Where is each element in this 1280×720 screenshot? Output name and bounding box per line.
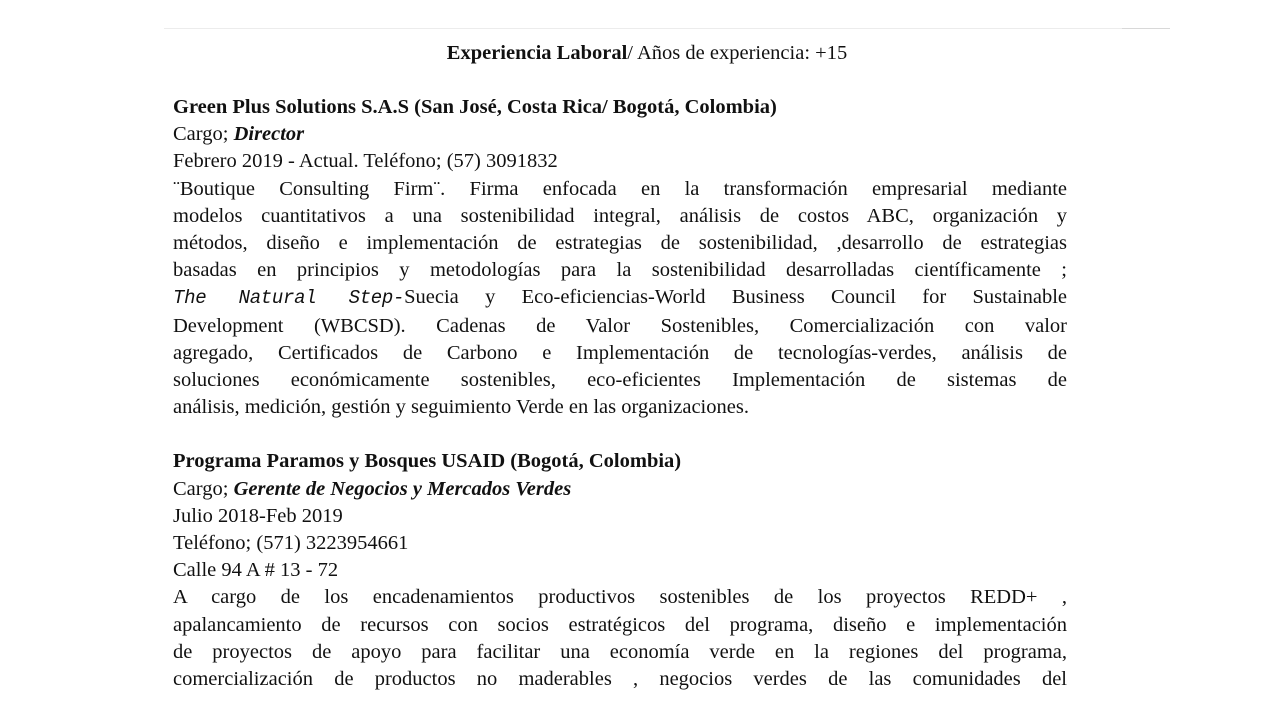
job-role-prefix: Cargo;	[173, 477, 234, 500]
job-description-line: métodos, diseño e implementación de estrategias de sostenibilidad, ,desarrollo de estrategias	[173, 232, 1067, 255]
job-entry-usaid	[173, 448, 1067, 693]
job-description-line: comercialización de productos no maderables , negocios verdes de las comunidades del	[173, 668, 1067, 691]
job-role-line	[173, 476, 1067, 503]
job-organization: Green Plus Solutions S.A.S (San José, Costa Rica/ Bogotá, Colombia)	[173, 96, 777, 118]
job-description-line-with-italic	[173, 284, 1067, 312]
section-heading	[173, 40, 1067, 67]
job-description-line: apalancamiento de recursos con socios estratégicos del programa, diseño e implementación	[173, 613, 1067, 636]
job-description-line: soluciones económicamente sostenibles, eco-eficientes Implementación de sistemas de	[173, 369, 1067, 392]
job-description-line: modelos cuantitativos a una sostenibilidad integral, análisis de costos ABC, organización y	[173, 204, 1067, 227]
job-description-line: de proyectos de apoyo para facilitar una economía verde en la regiones del programa,	[173, 640, 1067, 663]
job-description-line: ¨Boutique Consulting Firm¨. Firma enfocada en la transformación empresarial mediante	[173, 177, 1067, 200]
job-description-line: Development (WBCSD). Cadenas de Valor Sostenibles, Comercialización con valor	[173, 314, 1067, 337]
job-description-line: Suecia y Eco-eficiencias-World Business Council for Sustainable	[404, 286, 1067, 309]
job-description	[173, 584, 1067, 693]
section-heading-bold: Experiencia Laboral	[446, 42, 628, 64]
top-divider	[164, 28, 1170, 29]
job-description-line: A cargo de los encadenamientos productivos sostenibles de los proyectos REDD+ ,	[173, 586, 1067, 609]
section-heading-rest: / Años de experiencia: +15	[627, 42, 848, 64]
job-role: Director	[233, 123, 305, 146]
job-role-line	[173, 121, 1067, 148]
job-description	[173, 176, 1067, 422]
job-organization: Programa Paramos y Bosques USAID (Bogotá, Colombia)	[173, 450, 682, 473]
job-description-line: basadas en principios y metodologías para la sostenibilidad desarrolladas científicamente ;	[173, 259, 1067, 282]
job-period: Julio 2018-Feb 2019	[173, 504, 343, 527]
top-divider-accent	[1122, 28, 1170, 29]
document-page	[173, 40, 1067, 693]
job-description-italic-lead: The Natural Step-	[173, 287, 405, 310]
job-role: Gerente de Negocios y Mercados Verdes	[233, 477, 572, 500]
job-address: Calle 94 A # 13 - 72	[173, 559, 339, 582]
job-description-line: agregado, Certificados de Carbono e Implementación de tecnologías-verdes, análisis de	[173, 341, 1067, 364]
job-description-line: análisis, medición, gestión y seguimiento Verde en las organizaciones.	[173, 396, 749, 419]
job-entry-green-plus	[173, 94, 1067, 421]
job-role-prefix: Cargo;	[173, 123, 234, 146]
job-phone: Teléfono; (571) 3223954661	[173, 532, 409, 555]
job-period-phone: Febrero 2019 - Actual. Teléfono; (57) 3091832	[173, 150, 558, 173]
